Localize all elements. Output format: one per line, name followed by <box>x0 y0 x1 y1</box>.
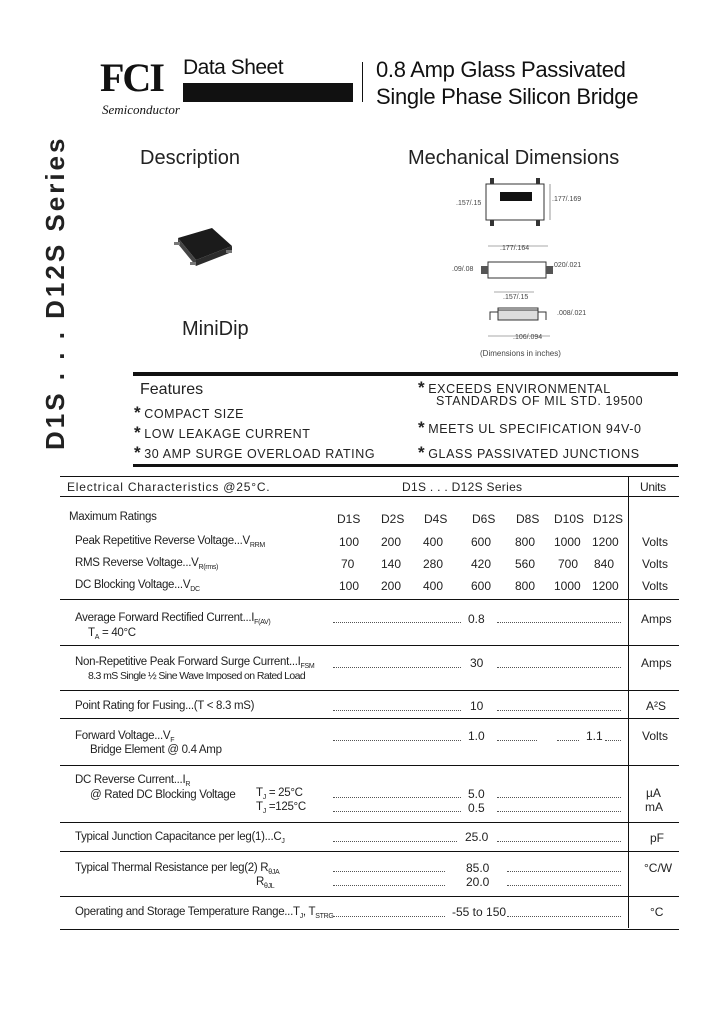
unit-cell: °C <box>650 905 664 919</box>
dot-leader <box>333 622 461 623</box>
dot-leader <box>333 871 445 872</box>
dot-leader <box>333 740 461 741</box>
row-rule <box>60 822 679 823</box>
row-label-2: $R_{\theta JL}$ <box>256 876 275 890</box>
features-heading: Features <box>140 381 204 398</box>
row-label: Non-Repetitive Peak Forward Surge $Current...I_{FSM}$ <box>75 656 315 670</box>
table-cell: 200 <box>381 579 402 593</box>
table-cell: 1200 <box>592 535 619 549</box>
table-cell: 400 <box>423 535 444 549</box>
dim-label-8: .106/.094 <box>513 334 543 341</box>
unit-cell: µA <box>646 786 661 800</box>
dot-leader <box>497 811 621 812</box>
table-cell: 100 <box>339 535 360 549</box>
row-condition: $T_J =125^\circ C$ <box>256 801 306 815</box>
column-header: D4S <box>424 512 448 526</box>
row-rule <box>60 599 679 600</box>
table-cell: 0.8 <box>468 612 485 626</box>
row-condition: $T_A = 40^\circ C$ <box>88 627 136 641</box>
dot-leader <box>497 622 621 623</box>
table-title: Electrical Characteristics @25°C. <box>67 480 271 494</box>
row-label: Forward $Voltage...V_F$ <box>75 730 175 744</box>
doc-type: Data Sheet <box>183 56 284 79</box>
column-header: D2S <box>381 512 405 526</box>
table-cell: 70 <box>341 557 355 571</box>
product-title-line2: Single Phase Silicon Bridge <box>376 84 639 109</box>
table-cell: 280 <box>423 557 444 571</box>
star-icon: * <box>134 443 142 462</box>
mechanical-heading: Mechanical Dimensions <box>408 147 620 169</box>
fci-logo: FCI <box>100 55 163 100</box>
table-cell: 1000 <box>554 579 581 593</box>
table-cell: 400 <box>423 579 444 593</box>
dot-leader <box>605 740 621 741</box>
dim-label-7: .008/.021 <box>557 310 587 317</box>
table-cell: 1.1 <box>586 729 603 743</box>
unit-cell: Volts <box>642 557 669 571</box>
row-label: DC Blocking $Voltage...V_{DC}$ <box>75 579 200 593</box>
table-cell: 25.0 <box>465 830 489 844</box>
unit-cell: Volts <box>642 729 669 743</box>
table-cell: 0.5 <box>468 801 485 815</box>
column-header: D12S <box>593 512 624 526</box>
star-icon: * <box>418 443 426 462</box>
chip-image <box>172 226 234 268</box>
column-header: D10S <box>554 512 585 526</box>
units-header: Units <box>640 480 666 494</box>
table-cell: 560 <box>515 557 536 571</box>
dim-label-5: .020/.021 <box>552 262 582 269</box>
star-icon: * <box>134 403 142 422</box>
row-rule <box>60 690 679 691</box>
table-cell: 10 <box>470 699 484 713</box>
dot-leader <box>333 811 461 812</box>
row-label: Operating and Storage Temperature $Range...T_J$, $T_{STRG}$ <box>75 906 334 920</box>
table-cell: 600 <box>471 579 492 593</box>
dot-leader <box>497 740 537 741</box>
star-icon: * <box>418 378 426 397</box>
row-label: DC Reverse $Current...I_R$ <box>75 774 191 788</box>
max-ratings-label: Maximum Ratings <box>69 511 157 523</box>
row-label: Average Forward Rectified $Current...I_{F(AV)}$ <box>75 612 271 626</box>
product-title <box>376 56 638 110</box>
feature-item: * MEETS UL SPECIFICATION 94V-0 <box>418 418 642 437</box>
table-cell: -55 to 150 <box>452 905 507 919</box>
dot-leader <box>497 841 621 842</box>
unit-cell: A²S <box>646 699 667 713</box>
table-cell: 800 <box>515 579 536 593</box>
table-cell: 420 <box>471 557 492 571</box>
row-note: Bridge Element @ 0.4 Amp <box>90 744 222 756</box>
dot-leader <box>507 871 621 872</box>
dot-leader <box>497 667 621 668</box>
features-bottom-rule <box>133 464 678 467</box>
unit-cell: Volts <box>642 579 669 593</box>
table-cell: 200 <box>381 535 402 549</box>
row-rule <box>60 718 679 719</box>
dim-label-2: .177/.169 <box>552 196 582 203</box>
table-cell: 20.0 <box>466 875 490 889</box>
row-rule <box>60 851 679 852</box>
feature-item: * 30 AMP SURGE OVERLOAD RATING <box>134 443 376 462</box>
row-rule <box>60 645 679 646</box>
row-label: Typical Thermal Resistance per leg(2) $R_{\theta JA}$ <box>75 862 280 876</box>
dot-leader <box>333 797 461 798</box>
dot-leader <box>333 885 445 886</box>
unit-cell: Amps <box>641 612 672 626</box>
table-cell: 800 <box>515 535 536 549</box>
feature-item: * EXCEEDS ENVIRONMENTAL <box>418 378 611 397</box>
dot-leader <box>497 797 621 798</box>
column-header: D8S <box>516 512 540 526</box>
logo-subtitle: Semiconductor <box>102 102 180 117</box>
unit-cell: Volts <box>642 535 669 549</box>
table-cell: 85.0 <box>466 861 490 875</box>
unit-cell: °C/W <box>644 861 673 875</box>
dot-leader <box>333 916 445 917</box>
star-icon: * <box>134 423 142 442</box>
dot-leader <box>333 667 461 668</box>
feature-item-continued: STANDARDS OF MIL STD. 19500 <box>436 394 644 408</box>
row-label: Peak Repetitive Reverse $Voltage...V_{RRM}$ <box>75 535 265 549</box>
table-cell: 5.0 <box>468 787 485 801</box>
feature-item: * COMPACT SIZE <box>134 403 245 422</box>
table-series: D1S . . . D12S Series <box>402 480 523 494</box>
dot-leader <box>333 841 457 842</box>
table-cell: 30 <box>470 656 484 670</box>
dimensions-caption: (Dimensions in inches) <box>480 349 561 358</box>
row-label: Point Rating for Fusing...(T < 8.3 mS) <box>75 700 255 712</box>
dim-label-6: .157/.15 <box>503 294 529 301</box>
dot-leader <box>333 710 461 711</box>
row-rule <box>60 896 679 897</box>
row-label: RMS Reverse $Voltage...V_{R(rms)}$ <box>75 557 219 571</box>
product-title-line1: 0.8 Amp Glass Passivated <box>376 57 626 82</box>
dot-leader <box>507 885 621 886</box>
dot-leader <box>497 710 621 711</box>
table-cell: 600 <box>471 535 492 549</box>
row-note: @ Rated DC Blocking Voltage <box>90 789 236 801</box>
package-name: MiniDip <box>182 318 249 340</box>
table-cell: 1.0 <box>468 729 485 743</box>
header-bar <box>183 83 353 102</box>
row-condition: $T_J = 25^\circ C$ <box>256 787 303 801</box>
feature-item: * LOW LEAKAGE CURRENT <box>134 423 311 442</box>
dim-label-1: .157/.15 <box>456 200 482 207</box>
unit-cell: mA <box>645 800 663 814</box>
series-title: D1S . . . D12S Series <box>40 135 70 450</box>
column-header: D6S <box>472 512 496 526</box>
table-cell: 1000 <box>554 535 581 549</box>
description-heading: Description <box>140 147 241 169</box>
table-cell: 1200 <box>592 579 619 593</box>
row-label: Typical Junction Capacitance per $leg(1)...C_J$ <box>75 831 285 845</box>
table-header-rule <box>60 496 679 497</box>
table-cell: 140 <box>381 557 402 571</box>
units-column-rule <box>628 476 629 928</box>
table-cell: 100 <box>339 579 360 593</box>
table-cell: 840 <box>594 557 615 571</box>
header-divider <box>362 62 363 102</box>
row-rule <box>60 765 679 766</box>
features-top-rule <box>133 372 678 376</box>
dim-label-4: .09/.08 <box>452 266 474 273</box>
unit-cell: pF <box>650 831 665 845</box>
column-header: D1S <box>337 512 361 526</box>
dim-label-3: .177/.164 <box>500 245 530 252</box>
table-cell: 700 <box>558 557 579 571</box>
unit-cell: Amps <box>641 656 672 670</box>
star-icon: * <box>418 418 426 437</box>
dot-leader <box>507 916 621 917</box>
dot-leader <box>557 740 579 741</box>
feature-item: * GLASS PASSIVATED JUNCTIONS <box>418 443 640 462</box>
row-note: 8.3 mS Single ½ Sine Wave Imposed on Rated Load <box>88 670 306 682</box>
